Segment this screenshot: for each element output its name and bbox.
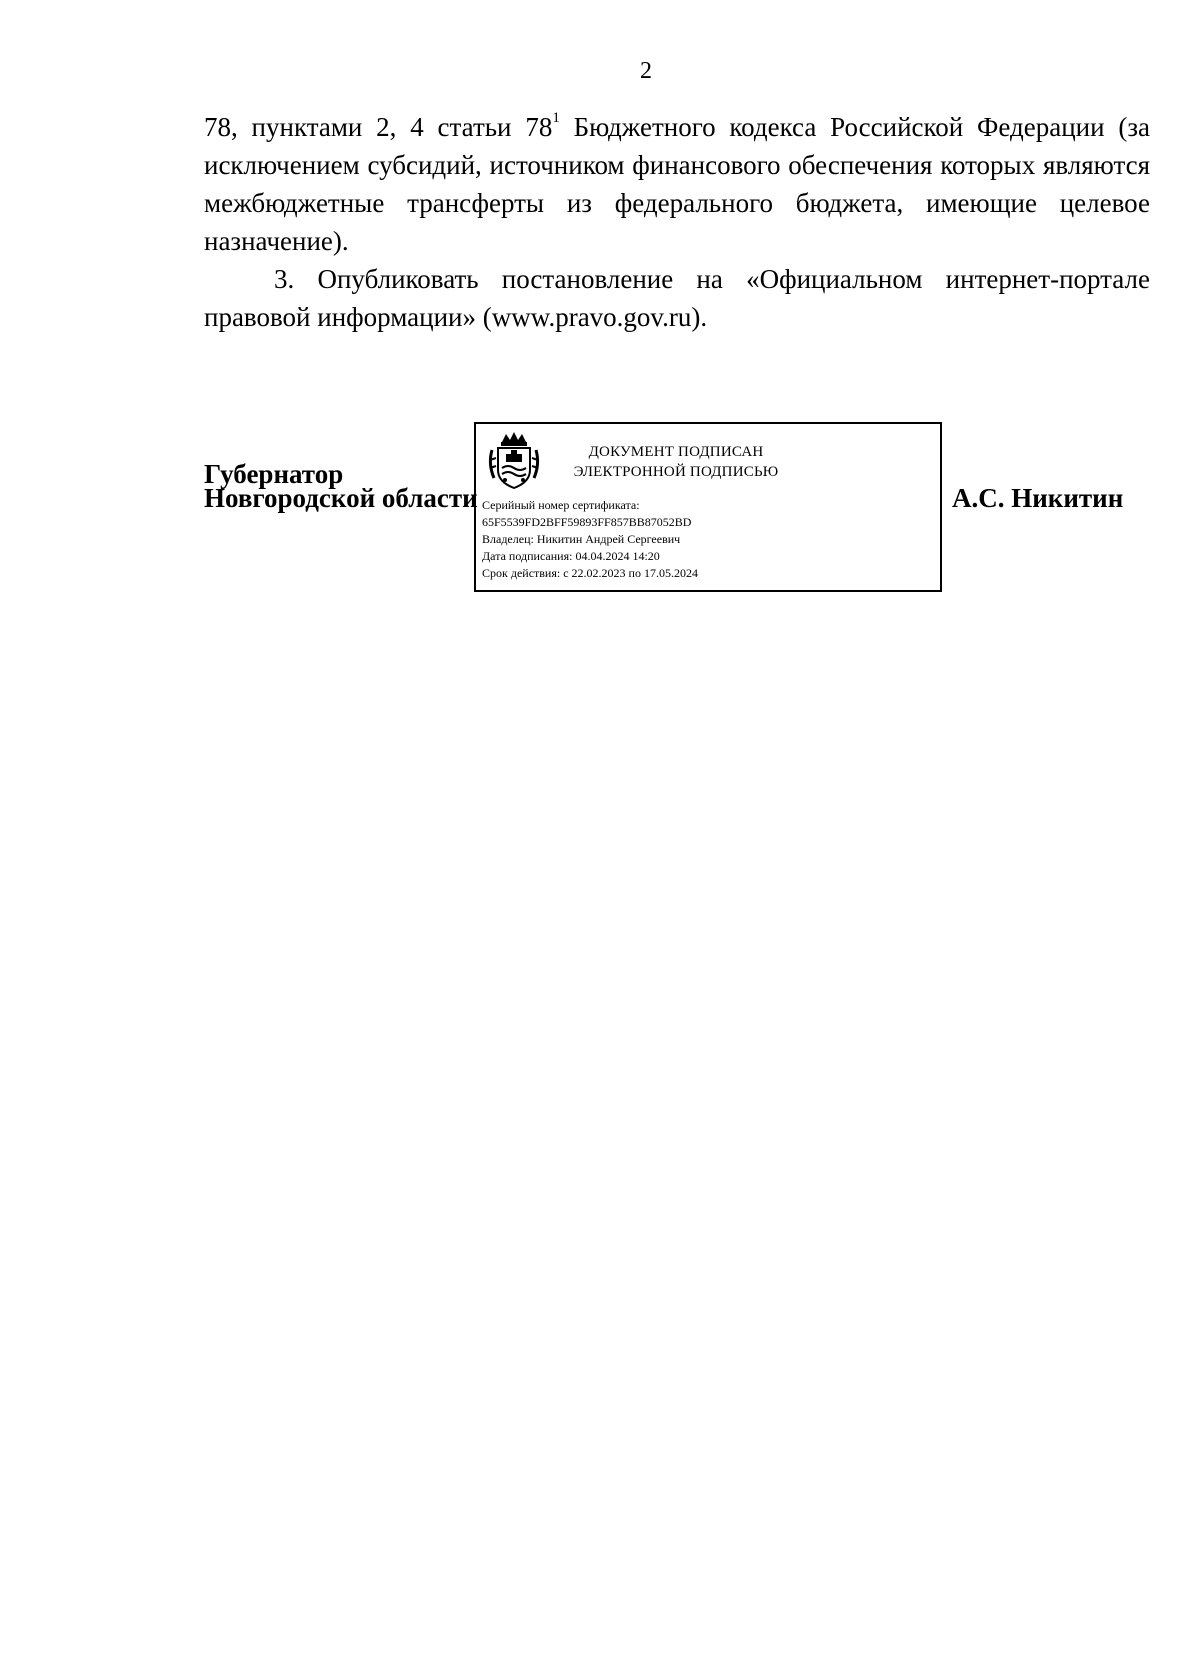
page-number: 2 [640,58,652,84]
certificate-owner: Владелец: Никитин Андрей Сергеевич [482,532,681,546]
signature-block [204,444,1164,602]
paragraph-continuation [204,108,1150,260]
certificate-serial-value: 65F5539FD2BFF59893FF857BB87052BD [482,515,692,529]
signing-date: Дата подписания: 04.04.2024 14:20 [482,549,660,563]
certificate-validity: Срок действия: с 22.02.2023 по 17.05.2024 [482,566,698,580]
coat-of-arms-icon [484,430,544,494]
certificate-serial-label: Серийный номер сертификата: [482,498,640,512]
stamp-heading [556,442,796,482]
electronic-signature-stamp [474,422,942,592]
paragraph-item-3: 3. Опубликовать постановление на «Официальном интернет-портале правовой информации» (www.pravo.gov.ru). [204,264,1150,332]
signer-name: А.С. Никитин [952,483,1124,513]
paragraph-text: Бюджетного кодекса Российской Федерации (за исключением субсидий, источником финансового обеспечения которых являются межбюджетные трансферты из федерального бюджета, имеющие целевое назначение). [204,112,1150,256]
position-line: Новгородской области [204,483,478,513]
signer-position [204,459,478,513]
superscript: 1 [552,110,560,126]
document-body [204,108,1150,336]
stamp-heading-line: ДОКУМЕНТ ПОДПИСАН [588,444,764,460]
position-line: Губернатор [204,459,344,489]
stamp-heading-line: ЭЛЕКТРОННОЙ ПОДПИСЬЮ [573,464,779,480]
paragraph-text: 78, пунктами 2, 4 статьи 78 [204,112,553,142]
